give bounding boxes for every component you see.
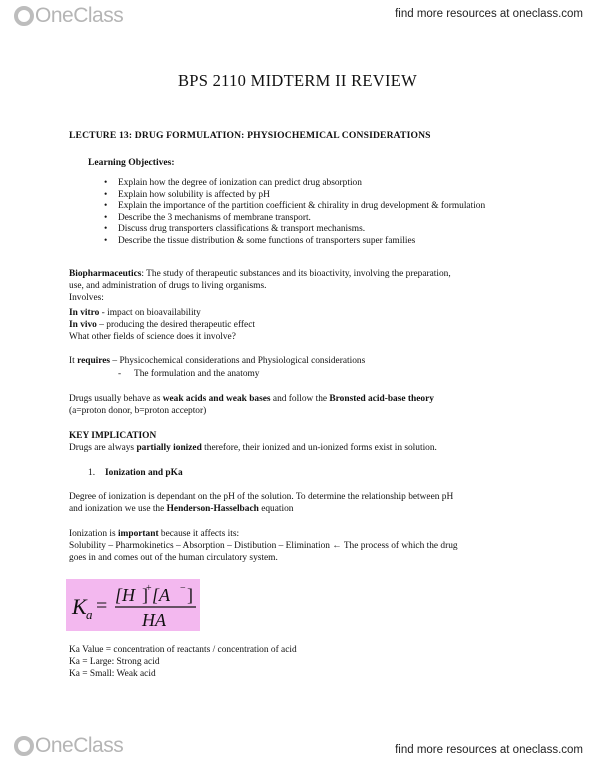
acid-base-definition: (a=proton donor, b=proton acceptor) [69,406,207,416]
ka-subscript: a [86,607,93,622]
learning-objectives-heading: Learning Objectives: [88,157,175,168]
ka-small-line: Ka = Small: Weak acid [69,669,156,679]
objective-item: • Describe the tissue distribution & some functions of transporters super families [118,236,485,248]
oneclass-logo-text: OneClass [35,4,124,27]
numerator-h-charge: + [146,583,152,594]
find-more-resources-link[interactable]: find more resources at oneclass.com [395,8,583,20]
section-number: 1. [88,468,96,478]
biopharmaceutics-definition-cont: use, and administration of drugs to living organisms. [69,281,267,291]
objective-item: • Explain the importance of the partition coefficient & chirality in drug development & formulation [118,201,485,213]
objective-item: • Explain how the degree of ionization can predict drug absorption [118,178,485,190]
numerator-h: [H [115,585,136,605]
section-heading: Ionization and pKa [105,468,183,478]
key-implication-heading: KEY IMPLICATION [69,431,157,441]
ionization-importance-line: Ionization is important because it affects its: [69,529,240,539]
ionization-effects-list: Solubility – Pharmokinetics – Absorption – Distibution – Elimination ← The process of which the drug [69,541,458,551]
in-vitro-line: In vitro - impact on bioavailability [69,308,201,318]
biopharmaceutics-definition: Biopharmaceutics: The study of therapeutic substances and its bioactivity, involving the preparation, [69,269,451,279]
ka-formula-image [66,579,200,631]
numerator-a: [A [152,585,170,605]
ka-large-line: Ka = Large: Strong acid [69,657,160,667]
other-fields-question: What other fields of science does it involve? [69,332,236,342]
equals-sign: = [96,595,108,617]
denominator: HA [142,610,166,630]
page-title: BPS 2110 MIDTERM II REVIEW [177,71,418,90]
weak-acids-line: Drugs usually behave as weak acids and weak bases and follow the Bronsted acid-base theory [69,394,434,404]
ka-value-definition: Ka Value = concentration of reactants / concentration of acid [69,645,297,655]
numerator-h-close: ] [142,585,148,605]
involves-label: Involves: [69,293,104,303]
ionization-degree-text: Degree of ionization is dependant on the pH of the solution. To determine the relationship between pH [69,492,454,502]
henderson-hasselbach-line: and ionization we use the Henderson-Hasselbach equation [69,504,294,514]
objective-item: • Explain how solubility is affected by pH [118,190,485,202]
lecture-heading: LECTURE 13: DRUG FORMULATION: PHYSIOCHEMICAL CONSIDERATIONS [69,130,431,141]
oneclass-logo[interactable] [14,4,123,28]
oneclass-logo-icon [14,736,34,756]
requires-line: It requires – Physicochemical considerations and Physiological considerations [69,356,366,366]
objectives-list [118,178,485,248]
in-vivo-line: In vivo – producing the desired therapeutic effect [69,320,255,330]
ka-symbol: K [72,594,87,619]
oneclass-logo-text: OneClass [35,734,124,757]
key-implication-text: Drugs are always partially ionized therefore, their ionized and un-ionized forms exist in solution. [69,443,437,453]
oneclass-logo-icon [14,6,34,26]
ionization-effects-list-cont: goes in and comes out of the human circulatory system. [69,553,278,563]
objective-item: • Describe the 3 mechanisms of membrane transport. [118,213,485,225]
find-more-resources-link-footer[interactable]: find more resources at oneclass.com [395,744,583,756]
numerator-a-close: ] [187,585,193,605]
objective-item: • Discuss drug transporters classifications & transport mechanisms. [118,224,485,236]
numerator-a-charge: − [180,583,186,594]
oneclass-logo-footer[interactable] [14,734,123,758]
dash-bullet: - [118,369,122,379]
dash-item: The formulation and the anatomy [134,369,260,379]
ka-formula-svg [66,579,200,631]
